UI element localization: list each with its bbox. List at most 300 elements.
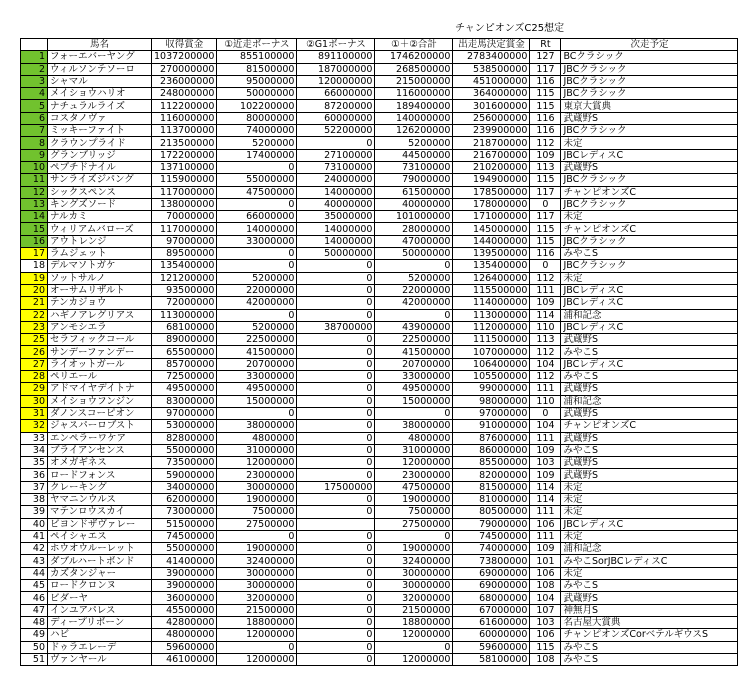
next-race-cell[interactable]: 東京大賞典 [561,100,738,112]
rank-cell[interactable]: 34 [21,444,48,456]
g1-bonus-cell[interactable]: 0 [297,506,375,518]
header-rank[interactable] [21,39,48,51]
g1-bonus-cell[interactable]: 891100000 [297,51,375,63]
rating-cell[interactable]: 115 [530,641,561,653]
bonus-total-cell[interactable]: 101000000 [375,211,453,223]
recent-bonus-cell[interactable]: 102200000 [217,100,297,112]
rating-cell[interactable]: 115 [530,174,561,186]
deciding-prize-cell[interactable]: 2783400000 [453,51,530,63]
bonus-total-cell[interactable]: 7500000 [375,506,453,518]
g1-bonus-cell[interactable]: 187000000 [297,63,375,75]
prize-cell[interactable]: 36000000 [152,592,217,604]
deciding-prize-cell[interactable]: 61600000 [453,616,530,628]
rating-cell[interactable]: 117 [530,63,561,75]
prize-cell[interactable]: 116000000 [152,112,217,124]
next-race-cell[interactable]: JBCレディスC [561,284,738,296]
recent-bonus-cell[interactable]: 38000000 [217,420,297,432]
prize-cell[interactable]: 97000000 [152,235,217,247]
rating-cell[interactable]: 112 [530,272,561,284]
rating-cell[interactable]: 101 [530,555,561,567]
recent-bonus-cell[interactable]: 5200000 [217,321,297,333]
bonus-total-cell[interactable]: 31000000 [375,444,453,456]
deciding-prize-cell[interactable]: 73800000 [453,555,530,567]
rank-cell[interactable]: 38 [21,493,48,505]
bonus-total-cell[interactable]: 0 [375,530,453,542]
rating-cell[interactable]: 109 [530,149,561,161]
next-race-cell[interactable]: 武蔵野S [561,334,738,346]
g1-bonus-cell[interactable]: 0 [297,604,375,616]
next-race-cell[interactable]: 未定 [561,481,738,493]
deciding-prize-cell[interactable]: 107000000 [453,346,530,358]
rank-cell[interactable]: 1 [21,51,48,63]
horse-name-cell[interactable]: マテンロウスカイ [48,506,152,518]
horse-name-cell[interactable]: カズタンジャー [48,567,152,579]
rating-cell[interactable]: 104 [530,592,561,604]
rating-cell[interactable]: 116 [530,75,561,87]
rank-cell[interactable]: 20 [21,284,48,296]
rank-cell[interactable]: 18 [21,260,48,272]
horse-name-cell[interactable]: ミッキーファイト [48,125,152,137]
prize-cell[interactable]: 248000000 [152,88,217,100]
prize-cell[interactable]: 72500000 [152,371,217,383]
prize-cell[interactable]: 89500000 [152,248,217,260]
deciding-prize-cell[interactable]: 171000000 [453,211,530,223]
bonus-total-cell[interactable]: 18800000 [375,616,453,628]
next-race-cell[interactable]: 武蔵野S [561,592,738,604]
header-recent-bonus[interactable]: ①近走ボーナス [217,39,297,51]
recent-bonus-cell[interactable]: 80000000 [217,112,297,124]
bonus-total-cell[interactable]: 41500000 [375,346,453,358]
horse-name-cell[interactable]: ダノンスコーピオン [48,407,152,419]
g1-bonus-cell[interactable]: 14000000 [297,223,375,235]
prize-cell[interactable]: 89000000 [152,334,217,346]
g1-bonus-cell[interactable]: 0 [297,407,375,419]
next-race-cell[interactable]: 武蔵野S [561,469,738,481]
horse-name-cell[interactable]: ロードフォンス [48,469,152,481]
rating-cell[interactable]: 111 [530,432,561,444]
recent-bonus-cell[interactable]: 19000000 [217,493,297,505]
horse-name-cell[interactable]: ライオットガール [48,358,152,370]
rank-cell[interactable]: 13 [21,198,48,210]
prize-cell[interactable]: 59000000 [152,469,217,481]
next-race-cell[interactable]: 名古屋大賞典 [561,616,738,628]
prize-cell[interactable]: 121200000 [152,272,217,284]
rank-cell[interactable]: 48 [21,616,48,628]
next-race-cell[interactable]: JBCレディスC [561,358,738,370]
recent-bonus-cell[interactable]: 31000000 [217,444,297,456]
rating-cell[interactable]: 115 [530,223,561,235]
rating-cell[interactable]: 116 [530,112,561,124]
g1-bonus-cell[interactable]: 17500000 [297,481,375,493]
recent-bonus-cell[interactable]: 32000000 [217,592,297,604]
next-race-cell[interactable]: 未定 [561,567,738,579]
rating-cell[interactable]: 0 [530,260,561,272]
prize-cell[interactable]: 97000000 [152,407,217,419]
rank-cell[interactable]: 19 [21,272,48,284]
deciding-prize-cell[interactable]: 87600000 [453,432,530,444]
rating-cell[interactable]: 115 [530,235,561,247]
rank-cell[interactable]: 22 [21,309,48,321]
header-g1-bonus[interactable]: ②G1ボーナス [297,39,375,51]
bonus-total-cell[interactable]: 42000000 [375,297,453,309]
bonus-total-cell[interactable]: 28000000 [375,223,453,235]
bonus-total-cell[interactable]: 12000000 [375,629,453,641]
next-race-cell[interactable]: JBCクラシック [561,198,738,210]
bonus-total-cell[interactable]: 22500000 [375,334,453,346]
g1-bonus-cell[interactable]: 0 [297,358,375,370]
rank-cell[interactable]: 29 [21,383,48,395]
horse-name-cell[interactable]: クレーキング [48,481,152,493]
bonus-total-cell[interactable]: 5200000 [375,272,453,284]
bonus-total-cell[interactable]: 22000000 [375,284,453,296]
horse-name-cell[interactable]: フォーエバーヤング [48,51,152,63]
rank-cell[interactable]: 40 [21,518,48,530]
next-race-cell[interactable]: 武蔵野S [561,112,738,124]
deciding-prize-cell[interactable]: 81000000 [453,493,530,505]
next-race-cell[interactable]: 武蔵野S [561,161,738,173]
g1-bonus-cell[interactable]: 0 [297,284,375,296]
bonus-total-cell[interactable]: 23000000 [375,469,453,481]
rank-cell[interactable]: 28 [21,371,48,383]
recent-bonus-cell[interactable]: 33000000 [217,235,297,247]
g1-bonus-cell[interactable]: 38700000 [297,321,375,333]
rank-cell[interactable]: 12 [21,186,48,198]
next-race-cell[interactable]: 浦和記念 [561,395,738,407]
prize-cell[interactable]: 48000000 [152,629,217,641]
rating-cell[interactable]: 109 [530,444,561,456]
prize-cell[interactable]: 138000000 [152,198,217,210]
recent-bonus-cell[interactable]: 30000000 [217,580,297,592]
horse-name-cell[interactable]: ディープリボーン [48,616,152,628]
bonus-total-cell[interactable]: 61500000 [375,186,453,198]
deciding-prize-cell[interactable]: 69000000 [453,567,530,579]
deciding-prize-cell[interactable]: 86000000 [453,444,530,456]
bonus-total-cell[interactable]: 19000000 [375,493,453,505]
horse-name-cell[interactable]: アドマイヤデイトナ [48,383,152,395]
recent-bonus-cell[interactable]: 55000000 [217,174,297,186]
g1-bonus-cell[interactable]: 0 [297,432,375,444]
bonus-total-cell[interactable]: 126200000 [375,125,453,137]
horse-name-cell[interactable]: ヤマニンウルス [48,493,152,505]
deciding-prize-cell[interactable]: 115500000 [453,284,530,296]
horse-name-cell[interactable]: シャマル [48,75,152,87]
g1-bonus-cell[interactable]: 0 [297,530,375,542]
recent-bonus-cell[interactable]: 17400000 [217,149,297,161]
g1-bonus-cell[interactable]: 0 [297,346,375,358]
deciding-prize-cell[interactable]: 105500000 [453,371,530,383]
bonus-total-cell[interactable]: 20700000 [375,358,453,370]
g1-bonus-cell[interactable] [297,518,375,530]
rank-cell[interactable]: 21 [21,297,48,309]
rating-cell[interactable]: 103 [530,457,561,469]
next-race-cell[interactable]: みやこS [561,580,738,592]
prize-cell[interactable]: 172200000 [152,149,217,161]
recent-bonus-cell[interactable]: 20700000 [217,358,297,370]
rank-cell[interactable]: 8 [21,137,48,149]
next-race-cell[interactable]: 未定 [561,211,738,223]
bonus-total-cell[interactable]: 40000000 [375,198,453,210]
deciding-prize-cell[interactable]: 364000000 [453,88,530,100]
recent-bonus-cell[interactable]: 33000000 [217,371,297,383]
prize-cell[interactable]: 55000000 [152,444,217,456]
prize-cell[interactable]: 51500000 [152,518,217,530]
g1-bonus-cell[interactable]: 0 [297,580,375,592]
next-race-cell[interactable]: 未定 [561,272,738,284]
recent-bonus-cell[interactable]: 14000000 [217,223,297,235]
rank-cell[interactable]: 16 [21,235,48,247]
bonus-total-cell[interactable]: 140000000 [375,112,453,124]
header-horse-name[interactable]: 馬名 [48,39,152,51]
next-race-cell[interactable]: みやこSorJBCレディスC [561,555,738,567]
deciding-prize-cell[interactable]: 239900000 [453,125,530,137]
prize-cell[interactable]: 65500000 [152,346,217,358]
rating-cell[interactable]: 115 [530,100,561,112]
horse-name-cell[interactable]: サンライズジパング [48,174,152,186]
rating-cell[interactable]: 116 [530,248,561,260]
prize-cell[interactable]: 135400000 [152,260,217,272]
rank-cell[interactable]: 37 [21,481,48,493]
rank-cell[interactable]: 30 [21,395,48,407]
rank-cell[interactable]: 50 [21,641,48,653]
horse-name-cell[interactable]: ナルカミ [48,211,152,223]
rank-cell[interactable]: 36 [21,469,48,481]
rating-cell[interactable]: 113 [530,161,561,173]
deciding-prize-cell[interactable]: 178000000 [453,198,530,210]
rank-cell[interactable]: 11 [21,174,48,186]
deciding-prize-cell[interactable]: 111500000 [453,334,530,346]
rating-cell[interactable]: 127 [530,51,561,63]
next-race-cell[interactable]: 未定 [561,137,738,149]
header-bonus-total[interactable]: ①＋②合計 [375,39,453,51]
deciding-prize-cell[interactable]: 59600000 [453,641,530,653]
prize-cell[interactable]: 137100000 [152,161,217,173]
prize-cell[interactable]: 42800000 [152,616,217,628]
next-race-cell[interactable]: みやこS [561,444,738,456]
rating-cell[interactable]: 111 [530,530,561,542]
recent-bonus-cell[interactable]: 22500000 [217,334,297,346]
recent-bonus-cell[interactable]: 0 [217,309,297,321]
next-race-cell[interactable]: 神無月S [561,604,738,616]
rating-cell[interactable]: 111 [530,284,561,296]
recent-bonus-cell[interactable]: 81500000 [217,63,297,75]
horse-name-cell[interactable]: セラフィックコール [48,334,152,346]
deciding-prize-cell[interactable]: 178500000 [453,186,530,198]
g1-bonus-cell[interactable]: 0 [297,641,375,653]
prize-cell[interactable]: 117000000 [152,223,217,235]
bonus-total-cell[interactable]: 43900000 [375,321,453,333]
recent-bonus-cell[interactable]: 0 [217,260,297,272]
recent-bonus-cell[interactable]: 18800000 [217,616,297,628]
g1-bonus-cell[interactable]: 0 [297,260,375,272]
recent-bonus-cell[interactable]: 47500000 [217,186,297,198]
rank-cell[interactable]: 5 [21,100,48,112]
prize-cell[interactable]: 72000000 [152,297,217,309]
rating-cell[interactable]: 117 [530,186,561,198]
deciding-prize-cell[interactable]: 79000000 [453,518,530,530]
bonus-total-cell[interactable]: 47500000 [375,481,453,493]
bonus-total-cell[interactable]: 44500000 [375,149,453,161]
horse-name-cell[interactable]: インユアパレス [48,604,152,616]
next-race-cell[interactable]: みやこS [561,346,738,358]
bonus-total-cell[interactable]: 30000000 [375,580,453,592]
recent-bonus-cell[interactable]: 50000000 [217,88,297,100]
horse-name-cell[interactable]: ペリエール [48,371,152,383]
prize-cell[interactable]: 213500000 [152,137,217,149]
next-race-cell[interactable]: みやこS [561,653,738,665]
horse-name-cell[interactable]: ハビ [48,629,152,641]
rank-cell[interactable]: 23 [21,321,48,333]
bonus-total-cell[interactable]: 47000000 [375,235,453,247]
g1-bonus-cell[interactable]: 0 [297,457,375,469]
rating-cell[interactable]: 115 [530,88,561,100]
rank-cell[interactable]: 39 [21,506,48,518]
next-race-cell[interactable]: 浦和記念 [561,309,738,321]
g1-bonus-cell[interactable]: 0 [297,383,375,395]
horse-name-cell[interactable]: エンペラーワケア [48,432,152,444]
bonus-total-cell[interactable]: 33000000 [375,371,453,383]
deciding-prize-cell[interactable]: 114000000 [453,297,530,309]
rating-cell[interactable]: 111 [530,506,561,518]
bonus-total-cell[interactable]: 116000000 [375,88,453,100]
deciding-prize-cell[interactable]: 216700000 [453,149,530,161]
prize-cell[interactable]: 93500000 [152,284,217,296]
recent-bonus-cell[interactable]: 0 [217,407,297,419]
prize-cell[interactable]: 74500000 [152,530,217,542]
recent-bonus-cell[interactable]: 41500000 [217,346,297,358]
horse-name-cell[interactable]: メイショウハリオ [48,88,152,100]
next-race-cell[interactable]: 未定 [561,506,738,518]
bonus-total-cell[interactable]: 12000000 [375,653,453,665]
bonus-total-cell[interactable]: 215000000 [375,75,453,87]
g1-bonus-cell[interactable]: 0 [297,629,375,641]
bonus-total-cell[interactable]: 27500000 [375,518,453,530]
g1-bonus-cell[interactable]: 14000000 [297,186,375,198]
rating-cell[interactable]: 108 [530,580,561,592]
deciding-prize-cell[interactable]: 74000000 [453,543,530,555]
horse-name-cell[interactable]: サンデーファンデー [48,346,152,358]
deciding-prize-cell[interactable]: 85500000 [453,457,530,469]
recent-bonus-cell[interactable]: 12000000 [217,629,297,641]
prize-cell[interactable]: 39000000 [152,567,217,579]
deciding-prize-cell[interactable]: 451000000 [453,75,530,87]
deciding-prize-cell[interactable]: 81500000 [453,481,530,493]
rating-cell[interactable]: 106 [530,567,561,579]
horse-name-cell[interactable]: ペイシャエス [48,530,152,542]
horse-name-cell[interactable]: デルマソトガケ [48,260,152,272]
next-race-cell[interactable]: みやこS [561,248,738,260]
horse-name-cell[interactable]: ペプチドナイル [48,161,152,173]
rating-cell[interactable]: 103 [530,616,561,628]
g1-bonus-cell[interactable]: 0 [297,395,375,407]
g1-bonus-cell[interactable]: 50000000 [297,248,375,260]
recent-bonus-cell[interactable]: 5200000 [217,272,297,284]
prize-cell[interactable]: 34000000 [152,481,217,493]
deciding-prize-cell[interactable]: 256000000 [453,112,530,124]
recent-bonus-cell[interactable]: 855100000 [217,51,297,63]
recent-bonus-cell[interactable]: 0 [217,530,297,542]
g1-bonus-cell[interactable]: 0 [297,555,375,567]
rating-cell[interactable]: 0 [530,407,561,419]
prize-cell[interactable]: 55000000 [152,543,217,555]
horse-name-cell[interactable]: オメガギネス [48,457,152,469]
deciding-prize-cell[interactable]: 67000000 [453,604,530,616]
g1-bonus-cell[interactable]: 73100000 [297,161,375,173]
bonus-total-cell[interactable]: 32000000 [375,592,453,604]
next-race-cell[interactable]: BCクラシック [561,51,738,63]
prize-cell[interactable]: 39000000 [152,580,217,592]
next-race-cell[interactable]: JBCクラシック [561,174,738,186]
next-race-cell[interactable]: チャンピオンズC [561,186,738,198]
recent-bonus-cell[interactable]: 66000000 [217,211,297,223]
deciding-prize-cell[interactable]: 126400000 [453,272,530,284]
rating-cell[interactable]: 106 [530,629,561,641]
rating-cell[interactable]: 109 [530,543,561,555]
g1-bonus-cell[interactable]: 14000000 [297,235,375,247]
prize-cell[interactable]: 83000000 [152,395,217,407]
recent-bonus-cell[interactable]: 32400000 [217,555,297,567]
horse-name-cell[interactable]: ハギノアレグリアス [48,309,152,321]
horse-name-cell[interactable]: ビダーヤ [48,592,152,604]
g1-bonus-cell[interactable]: 60000000 [297,112,375,124]
next-race-cell[interactable]: JBCクラシック [561,88,738,100]
bonus-total-cell[interactable]: 0 [375,260,453,272]
horse-name-cell[interactable]: メイショウフンジン [48,395,152,407]
deciding-prize-cell[interactable]: 538500000 [453,63,530,75]
g1-bonus-cell[interactable]: 0 [297,444,375,456]
rank-cell[interactable]: 44 [21,567,48,579]
horse-name-cell[interactable]: ホウオウルーレット [48,543,152,555]
bonus-total-cell[interactable]: 4800000 [375,432,453,444]
rank-cell[interactable]: 7 [21,125,48,137]
recent-bonus-cell[interactable]: 4800000 [217,432,297,444]
recent-bonus-cell[interactable]: 27500000 [217,518,297,530]
bonus-total-cell[interactable]: 38000000 [375,420,453,432]
recent-bonus-cell[interactable]: 19000000 [217,543,297,555]
g1-bonus-cell[interactable]: 27100000 [297,149,375,161]
recent-bonus-cell[interactable]: 42000000 [217,297,297,309]
rank-cell[interactable]: 25 [21,334,48,346]
recent-bonus-cell[interactable]: 12000000 [217,653,297,665]
deciding-prize-cell[interactable]: 82000000 [453,469,530,481]
next-race-cell[interactable]: チャンピオンズCorベテルギウスS [561,629,738,641]
rating-cell[interactable]: 110 [530,321,561,333]
recent-bonus-cell[interactable]: 21500000 [217,604,297,616]
header-prize[interactable]: 収得賞金 [152,39,217,51]
prize-cell[interactable]: 68100000 [152,321,217,333]
header-rating[interactable]: Rt [530,39,561,51]
recent-bonus-cell[interactable]: 5200000 [217,137,297,149]
rating-cell[interactable]: 113 [530,334,561,346]
deciding-prize-cell[interactable]: 74500000 [453,530,530,542]
g1-bonus-cell[interactable]: 0 [297,272,375,284]
g1-bonus-cell[interactable]: 24000000 [297,174,375,186]
horse-name-cell[interactable]: ブライアンセンス [48,444,152,456]
prize-cell[interactable]: 82800000 [152,432,217,444]
bonus-total-cell[interactable]: 73100000 [375,161,453,173]
g1-bonus-cell[interactable]: 35000000 [297,211,375,223]
rating-cell[interactable]: 109 [530,297,561,309]
horse-name-cell[interactable]: ビヨンドザヴァレー [48,518,152,530]
next-race-cell[interactable]: 浦和記念 [561,543,738,555]
rank-cell[interactable]: 31 [21,407,48,419]
rank-cell[interactable]: 33 [21,432,48,444]
g1-bonus-cell[interactable]: 0 [297,469,375,481]
next-race-cell[interactable]: JBCクラシック [561,260,738,272]
deciding-prize-cell[interactable]: 69000000 [453,580,530,592]
deciding-prize-cell[interactable]: 113000000 [453,309,530,321]
horse-name-cell[interactable]: グランブリッジ [48,149,152,161]
horse-name-cell[interactable]: コスタノヴァ [48,112,152,124]
